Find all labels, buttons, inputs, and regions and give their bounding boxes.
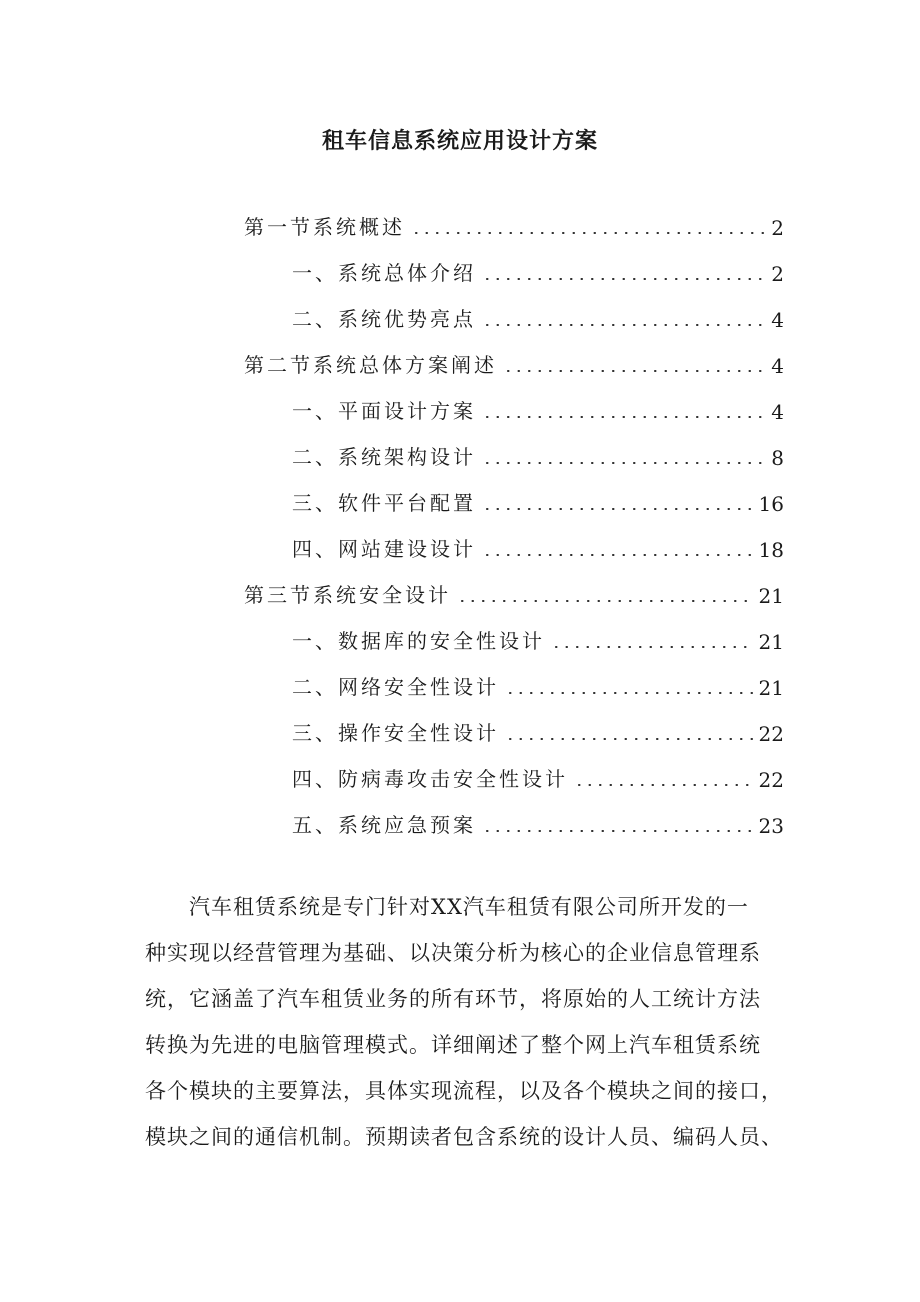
toc-leader-dots — [482, 324, 765, 326]
toc-entry-label: 二、系统优势亮点 — [292, 307, 476, 331]
toc-leader-dots — [457, 600, 753, 602]
toc-entry-page: 18 — [758, 538, 784, 562]
toc-entry-label: 一、平面设计方案 — [292, 399, 476, 423]
toc-entry-page: 4 — [771, 400, 784, 424]
toc-leader-dots — [482, 462, 765, 464]
toc-entry-label: 第一节系统概述 — [244, 215, 405, 239]
toc-entry[interactable] — [292, 438, 784, 470]
toc-entry-page: 21 — [758, 676, 784, 700]
paragraph-line: 汽车租赁系统是专门针对XX汽车租赁有限公司所开发的一 — [145, 895, 749, 919]
toc-leader-dots — [551, 646, 753, 648]
toc-entry-page: 2 — [771, 216, 784, 240]
toc-entry[interactable] — [244, 346, 784, 378]
toc-entry[interactable] — [292, 622, 784, 654]
toc-entry[interactable] — [292, 530, 784, 562]
paragraph-line: 统，它涵盖了汽车租赁业务的所有环节，将原始的人工统计方法 — [145, 987, 761, 1011]
paragraph-line: 各个模块的主要算法，具体实现流程，以及各个模块之间的接口， — [145, 1079, 783, 1103]
toc-entry-page: 22 — [758, 722, 784, 746]
toc-entry-page: 23 — [758, 814, 784, 838]
toc-entry[interactable] — [292, 714, 784, 746]
toc-entry-page: 4 — [771, 354, 784, 378]
toc-entry-label: 二、系统架构设计 — [292, 445, 476, 469]
toc-entry-page: 22 — [758, 768, 784, 792]
toc-entry[interactable] — [292, 300, 784, 332]
toc-leader-dots — [482, 278, 765, 280]
toc-entry[interactable] — [244, 576, 784, 608]
document-title: 租车信息系统应用设计方案 — [321, 129, 598, 154]
intro-paragraph — [145, 884, 795, 1160]
toc-entry-label: 四、防病毒攻击安全性设计 — [292, 767, 568, 791]
toc-leader-dots — [482, 508, 753, 510]
toc-leader-dots — [574, 784, 753, 786]
toc-entry[interactable] — [292, 254, 784, 286]
toc-leader-dots — [482, 416, 765, 418]
toc-entry-label: 第三节系统安全设计 — [244, 583, 451, 607]
toc-entry-label: 五、系统应急预案 — [292, 813, 476, 837]
paragraph-line: 模块之间的通信机制。预期读者包含系统的设计人员、编码人员、 — [145, 1125, 783, 1149]
toc-entry[interactable] — [292, 484, 784, 516]
toc-entry-page: 2 — [771, 262, 784, 286]
toc-leader-dots — [505, 692, 753, 694]
toc-leader-dots — [503, 370, 765, 372]
toc-entry-label: 三、操作安全性设计 — [292, 721, 499, 745]
paragraph-line: 转换为先进的电脑管理模式。详细阐述了整个网上汽车租赁系统 — [145, 1033, 761, 1057]
toc-leader-dots — [482, 554, 753, 556]
toc-entry[interactable] — [244, 208, 784, 240]
toc-entry-label: 一、数据库的安全性设计 — [292, 629, 545, 653]
toc-entry[interactable] — [292, 806, 784, 838]
toc-entry[interactable] — [292, 668, 784, 700]
toc-entry-label: 第二节系统总体方案阐述 — [244, 353, 497, 377]
toc-entry-page: 21 — [758, 584, 784, 608]
toc-leader-dots — [505, 738, 753, 740]
toc-entry-label: 四、网站建设设计 — [292, 537, 476, 561]
toc-entry-label: 三、软件平台配置 — [292, 491, 476, 515]
toc-entry[interactable] — [292, 760, 784, 792]
toc-entry-label: 二、网络安全性设计 — [292, 675, 499, 699]
toc-entry-label: 一、系统总体介绍 — [292, 261, 476, 285]
toc-entry-page: 8 — [771, 446, 784, 470]
toc-entry-page: 16 — [758, 492, 784, 516]
toc-leader-dots — [482, 830, 753, 832]
toc-entry[interactable] — [292, 392, 784, 424]
paragraph-line: 种实现以经营管理为基础、以决策分析为核心的企业信息管理系 — [145, 941, 761, 965]
toc-leader-dots — [411, 232, 765, 234]
toc-entry-page: 21 — [758, 630, 784, 654]
toc-entry-page: 4 — [771, 308, 784, 332]
